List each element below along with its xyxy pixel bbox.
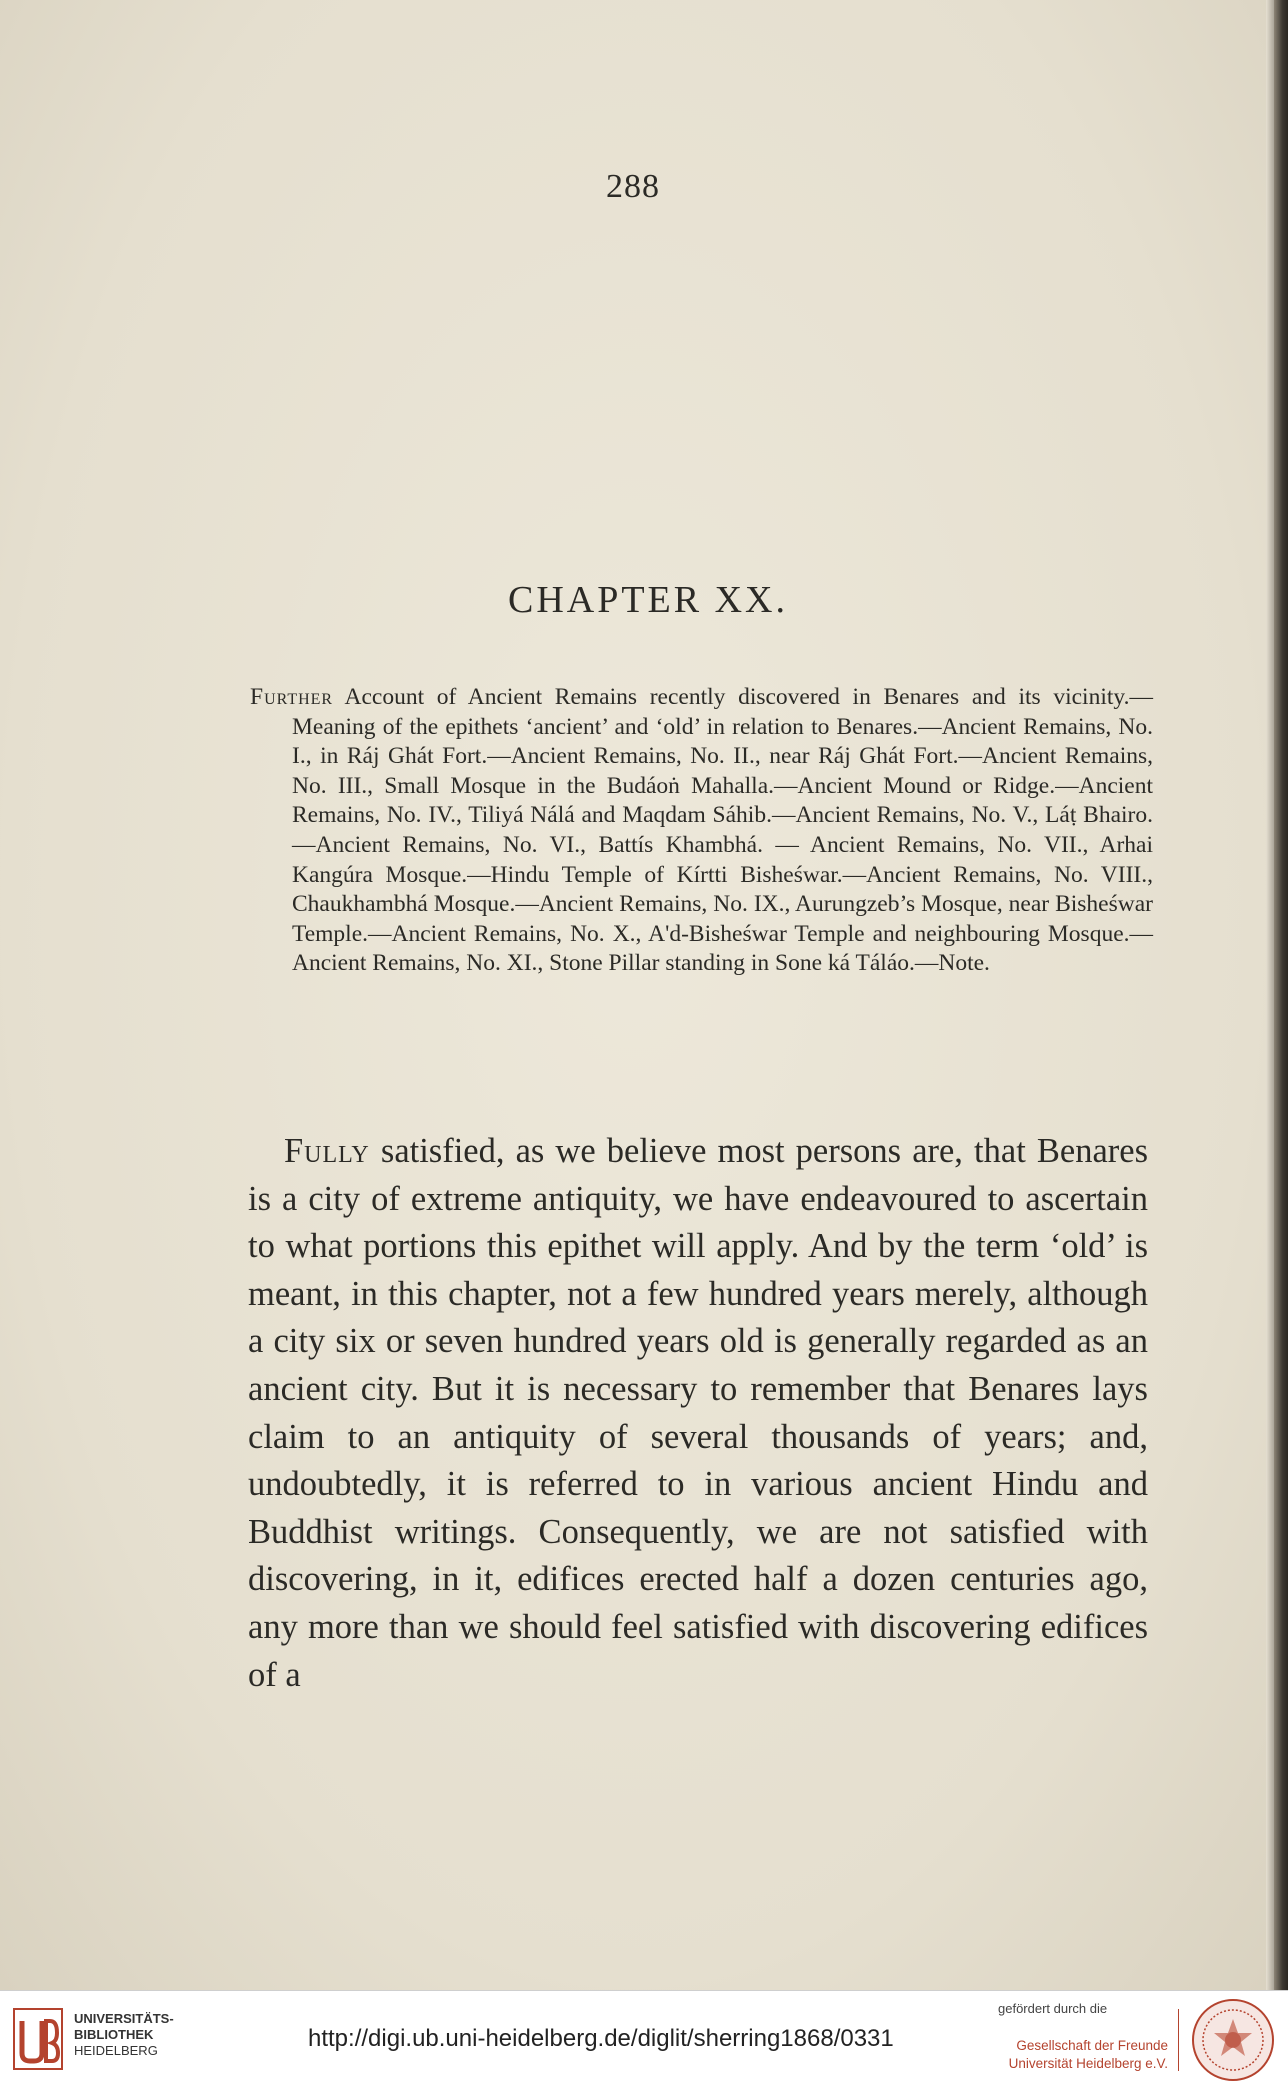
summary-lead-word: Further [250, 684, 334, 710]
page-shadow [1266, 0, 1274, 1990]
footer-divider [1178, 2009, 1179, 2071]
university-seal-icon [1190, 1997, 1276, 2083]
sponsor-name-line1: Gesellschaft der Freunde [1016, 2038, 1168, 2053]
university-library-logo-icon [12, 2007, 64, 2071]
page-number: 288 [606, 168, 660, 205]
body-text: satisfied, as we believe most persons are, that Benares is a city of extreme antiquity, we have endeavoured to ascertain to what portions this epithet will apply. And by the term ‘old’ is meant, in this chapter, not a few hundred years merely, although a city six or seven hundred years old is generally regarded as an ancient city. But it is necessary to remember that Benares lays claim to an antiquity of several thousands of years; and, undoubtedly, it is referred to in various ancient Hindu and Buddhist writings. Consequently, we are not satisfied with discovering, in it, edifices erected half a dozen centuries ago, any more than we should feel satisfied with discovering edifices of a [248, 1132, 1148, 1694]
sponsor-name-line2: Universität Heidelberg e.V. [1008, 2056, 1168, 2071]
permalink-url[interactable]: http://digi.ub.uni-heidelberg.de/diglit/sherring1868/0331 [308, 2025, 894, 2052]
chapter-title: CHAPTER XX. [507, 579, 789, 621]
book-spine [1274, 0, 1288, 1990]
sponsor-label: gefördert durch die [998, 2001, 1108, 2016]
body-lead-word: Fully [284, 1132, 370, 1170]
library-name-line1: UNIVERSITÄTS- [74, 2011, 174, 2026]
summary-text: Account of Ancient Remains recently discovered in Benares and its vicinity.—Meaning of the epithets ‘ancient’ and ‘old’ in relation to Benares.—Ancient Remains, No. I., in Ráj Ghát Fort.—Ancient Remains, No. II., near Ráj Ghát Fort.—Ancient Remains, No. III., Small Mosque in the Budáoṅ Mahalla.—Ancient Mound or Ridge.—Ancient Remains, No. IV., Tiliyá Nálá and Maqdam Sáhib.—Ancient Remains, No. V., Láṭ Bhairo.—Ancient Remains, No. VI., Battís Khambhá. — Ancient Remains, No. VII., Arhai Kangúra Mosque.—Hindu Temple of Kírtti Bisheśwar.—Ancient Remains, No. VIII., Chaukhambhá Mosque.—Ancient Remains, No. IX., Aurungzeb’s Mosque, near Bisheśwar Temple.—Ancient Remains, No. X., A'd-Bisheśwar Temple and neighbouring Mosque.—Ancient Remains, No. XI., Stone Pillar standing in Sone ká Táláo.—Note. [292, 684, 1153, 977]
library-name-line2: BIBLIOTHEK [74, 2027, 154, 2042]
body-paragraph [248, 1128, 1148, 1699]
sponsor-name [998, 2037, 1168, 2073]
library-name [74, 2011, 174, 2059]
library-name-line3: HEIDELBERG [74, 2043, 158, 2058]
footer-bar [0, 1990, 1288, 2086]
chapter-summary [250, 683, 1153, 979]
